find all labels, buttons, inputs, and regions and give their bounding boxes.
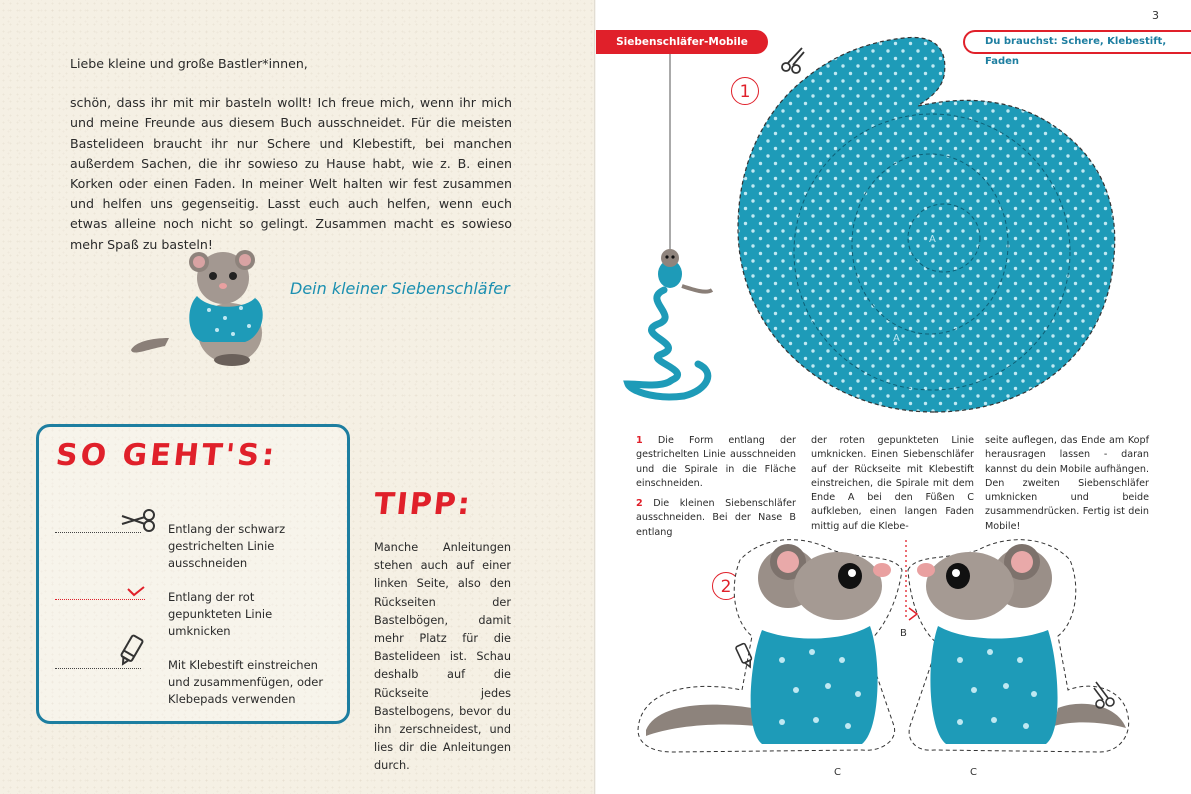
dormouse-mascot-illustration bbox=[125, 238, 275, 370]
scissors-icon bbox=[778, 46, 808, 74]
label-b: B bbox=[900, 628, 907, 639]
mobile-preview-illustration bbox=[622, 54, 718, 408]
label-c-left: C bbox=[834, 767, 841, 778]
label-a-outer: A bbox=[893, 333, 900, 344]
howto-step-glue: Mit Klebestift einstreichen und zusammenfügen, oder Klebepads verwenden bbox=[168, 658, 324, 706]
intro-letter bbox=[70, 54, 512, 255]
howto-step-fold: Entlang der rot gepunkteten Linie umknicken bbox=[168, 590, 273, 638]
dormouse-cutout-left bbox=[632, 530, 908, 762]
page-number: 3 bbox=[1152, 9, 1159, 22]
glue-stick-icon bbox=[736, 642, 754, 670]
dormouse-cutout-right bbox=[904, 530, 1144, 762]
spiral-cutout bbox=[734, 32, 1118, 414]
tipp-title: TIPP: bbox=[372, 487, 474, 522]
scissors-icon bbox=[120, 508, 158, 532]
instruction-column-2: der roten gepunkteten Linie umknicken. Einen Siebenschläfer auf der Rückseite mit Klebestift einstreichen, die Spirale mit dem Ende A bei den Füßen C aufkleben, einen langen Faden mittig auf die Klebe- bbox=[811, 435, 974, 532]
howto-step-cut: Entlang der schwarz gestrichelten Linie ausschneiden bbox=[168, 522, 286, 570]
step-marker-1: 1 bbox=[731, 77, 759, 105]
greeting: Liebe kleine und große Bastler*innen, bbox=[70, 56, 308, 71]
instruction-step-2: 2 Die kleinen Siebenschläfer ausschneiden. Bei der Nase B entlang bbox=[636, 498, 796, 538]
tipp-text: Manche Anleitungen stehen auch auf einer linken Seite, also den Rückseiten der Bastelbögen, damit mehr Platz für die Bastelideen ist. Schau deshalb auf die Rückseite jedes Bastelbogens, bevor du ihn zerschneidest, und lies dir die Anleitungen durch. bbox=[374, 541, 511, 773]
materials-badge: Du brauchst: Schere, Klebestift, Faden bbox=[963, 30, 1191, 54]
intro-text: schön, dass ihr mit mir basteln wollt! Ich freue mich, wenn ihr mich und meine Freunde aus diesem Buch ausschneidet. Für die meisten Bastelideen braucht ihr nur Schere und Klebestift, bei manchen außerdem Sachen, die ihr sowieso zu Hause habt, wie z. B. einen Korken oder einen Faden. In meiner Welt halten wir fest zusammen und helfen uns gegenseitig. Lasst euch auch helfen, wenn euch etwas alleine noch nicht so gelingt. Zusammen macht es sowieso mehr Spaß zu basteln! bbox=[70, 95, 512, 252]
howto-title: SO GEHT'S: bbox=[54, 438, 279, 473]
fold-line-nose bbox=[903, 540, 923, 630]
glue-stick-icon bbox=[116, 632, 146, 668]
instruction-step-1: 1 Die Form entlang der gestrichelten Linie ausschneiden und die Spirale in die Fläche einschneiden. bbox=[636, 435, 796, 489]
step-marker-2: 2 bbox=[712, 572, 740, 600]
glue-line-sample bbox=[55, 668, 141, 669]
label-c-right: C bbox=[970, 767, 977, 778]
dotted-fold-line-sample bbox=[55, 599, 145, 600]
dashed-cut-line-sample bbox=[55, 532, 141, 533]
instruction-column-3: seite auflegen, das Ende am Kopf herausragen lassen - daran kannst du dein Mobile aufhängen. Den zweiten Siebenschläfer umknicken und beide zusammendrücken. Fertig ist dein Mobile! bbox=[985, 435, 1149, 532]
scissors-icon bbox=[1092, 680, 1118, 710]
title-badge: Siebenschläfer-Mobile bbox=[596, 30, 768, 54]
signature: Dein kleiner Siebenschläfer bbox=[290, 279, 510, 298]
instruction-step-1-number: 1 bbox=[636, 435, 643, 446]
instruction-step-2-number: 2 bbox=[636, 498, 643, 510]
fold-icon bbox=[126, 585, 146, 599]
label-a-center: A bbox=[929, 234, 936, 245]
